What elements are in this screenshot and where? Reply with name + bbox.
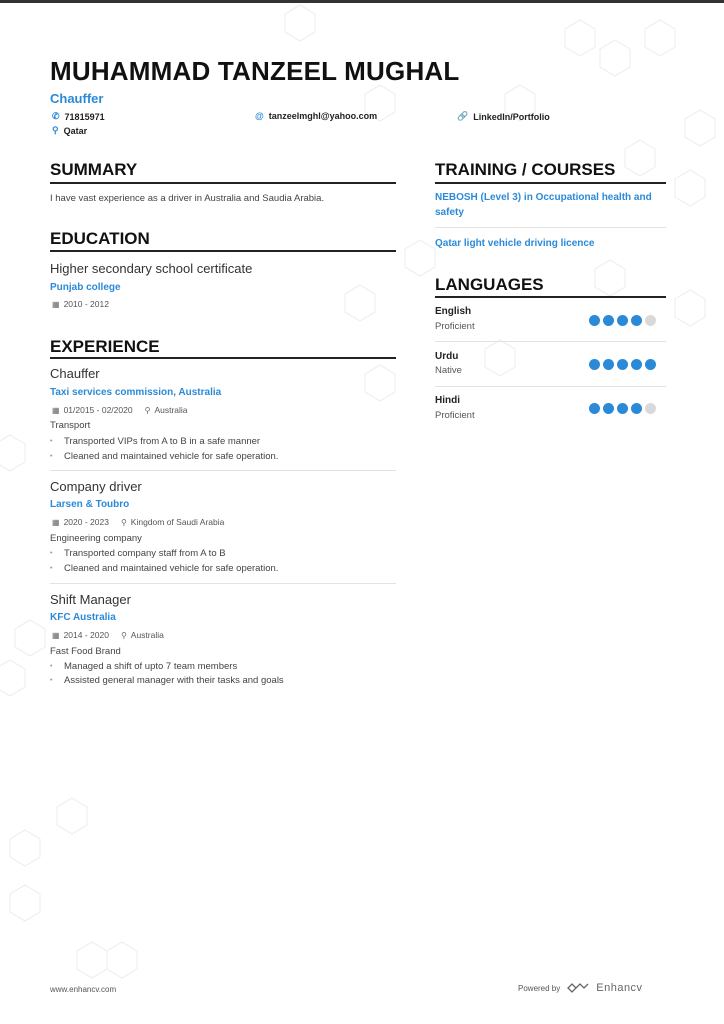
- education-school: Punjab college: [50, 282, 121, 293]
- language-divider: [435, 386, 666, 387]
- rating-dot-filled: [645, 359, 656, 370]
- rating-dot-filled: [617, 403, 628, 414]
- language-level: Proficient: [435, 321, 475, 332]
- rating-dot-filled: [589, 315, 600, 326]
- rating-dot-filled: [603, 359, 614, 370]
- language-level: Proficient: [435, 410, 475, 421]
- rating-dot-empty: [645, 403, 656, 414]
- job-bullet: • Managed a shift of upto 7 team members: [64, 661, 237, 672]
- calendar-icon: ▦: [52, 630, 60, 640]
- email-contact[interactable]: [255, 111, 377, 121]
- rating-dot-filled: [589, 403, 600, 414]
- job-divider: [50, 583, 396, 584]
- job-dates: 2020 - 2023: [63, 517, 109, 527]
- job-dates: 01/2015 - 02/2020: [63, 405, 133, 415]
- linkedin-contact[interactable]: [457, 111, 550, 122]
- course-item: NEBOSH (Level 3) in Occupational health and safety: [435, 192, 652, 218]
- training-rule: [435, 182, 666, 184]
- job-company: Taxi services commission, Australia: [50, 387, 222, 398]
- location-pin-icon: ⚲: [52, 125, 59, 135]
- location-pin-icon: ⚲: [144, 405, 151, 415]
- job-title: Company driver: [50, 479, 142, 494]
- job-meta: [52, 405, 188, 415]
- brand-name: Enhancv: [596, 982, 643, 994]
- candidate-role: Chauffer: [50, 91, 104, 106]
- location-pin-icon: ⚲: [120, 517, 127, 527]
- job-meta: [52, 630, 164, 640]
- location-pin-icon: ⚲: [120, 630, 127, 640]
- rating-dot-filled: [631, 315, 642, 326]
- phone-text: 71815971: [64, 111, 105, 122]
- language-divider: [435, 341, 666, 342]
- job-title: Shift Manager: [50, 592, 131, 607]
- location-text: Qatar: [63, 125, 88, 136]
- languages-heading: LANGUAGES: [435, 275, 544, 294]
- calendar-icon: ▦: [52, 299, 60, 309]
- rating-dot-filled: [589, 359, 600, 370]
- language-name: Urdu: [435, 351, 459, 362]
- rating-dot-filled: [631, 359, 642, 370]
- job-dates: 2014 - 2020: [63, 630, 109, 640]
- rating-dot-empty: [645, 315, 656, 326]
- linkedin-text[interactable]: LinkedIn/Portfolio: [473, 111, 550, 122]
- language-rating: [589, 315, 656, 326]
- top-bar: [0, 0, 724, 3]
- education-degree: Higher secondary school certificate: [50, 261, 253, 276]
- calendar-icon: ▦: [52, 405, 60, 415]
- training-heading: TRAINING / COURSES: [435, 160, 616, 179]
- job-location: Australia: [130, 630, 164, 640]
- summary-rule: [50, 182, 396, 184]
- job-bullet: • Assisted general manager with their tasks and goals: [64, 675, 284, 686]
- rating-dot-filled: [617, 315, 628, 326]
- enhancv-logo-icon: [566, 982, 590, 994]
- rating-dot-filled: [603, 403, 614, 414]
- job-title: Chauffer: [50, 366, 100, 381]
- course-divider: [435, 227, 666, 228]
- summary-text: I have vast experience as a driver in Australia and Saudia Arabia.: [50, 193, 325, 204]
- rating-dot-filled: [603, 315, 614, 326]
- course-item: Qatar light vehicle driving licence: [435, 238, 595, 249]
- summary-heading: SUMMARY: [50, 160, 138, 179]
- job-location: Kingdom of Saudi Arabia: [130, 517, 225, 527]
- job-type: Transport: [50, 420, 91, 431]
- calendar-icon: ▦: [52, 517, 60, 527]
- job-bullet: • Transported VIPs from A to B in a safe manner: [64, 436, 260, 447]
- location-contact: [52, 125, 87, 136]
- education-dates-text: 2010 - 2012: [63, 299, 109, 309]
- experience-rule: [50, 357, 396, 359]
- language-level: Native: [435, 365, 462, 376]
- phone-contact: [52, 111, 105, 122]
- footer-branding: [518, 982, 643, 994]
- job-company: Larsen & Toubro: [50, 499, 130, 510]
- powered-by-text: Powered by: [518, 983, 561, 993]
- email-text[interactable]: tanzeelmghl@yahoo.com: [268, 111, 378, 121]
- education-rule: [50, 250, 396, 252]
- phone-icon: ✆: [52, 111, 60, 121]
- job-company: KFC Australia: [50, 612, 116, 623]
- rating-dot-filled: [617, 359, 628, 370]
- language-name: Hindi: [435, 395, 460, 406]
- experience-heading: EXPERIENCE: [50, 337, 160, 356]
- languages-rule: [435, 296, 666, 298]
- job-meta: [52, 517, 224, 527]
- education-dates: [52, 299, 109, 309]
- job-location: Australia: [154, 405, 188, 415]
- job-type: Fast Food Brand: [50, 646, 121, 657]
- job-bullet: • Transported company staff from A to B: [64, 548, 226, 559]
- language-rating: [589, 403, 656, 414]
- education-heading: EDUCATION: [50, 229, 150, 248]
- at-icon: @: [255, 111, 264, 121]
- candidate-name: MUHAMMAD TANZEEL MUGHAL: [50, 56, 460, 86]
- footer-website[interactable]: www.enhancv.com: [50, 985, 117, 994]
- job-type: Engineering company: [50, 533, 142, 544]
- language-name: English: [435, 306, 472, 317]
- language-rating: [589, 359, 656, 370]
- link-icon: 🔗: [457, 111, 469, 121]
- rating-dot-filled: [631, 403, 642, 414]
- job-bullet: • Cleaned and maintained vehicle for safe operation.: [64, 563, 278, 574]
- job-divider: [50, 470, 396, 471]
- job-bullet: • Cleaned and maintained vehicle for safe operation.: [64, 451, 278, 462]
